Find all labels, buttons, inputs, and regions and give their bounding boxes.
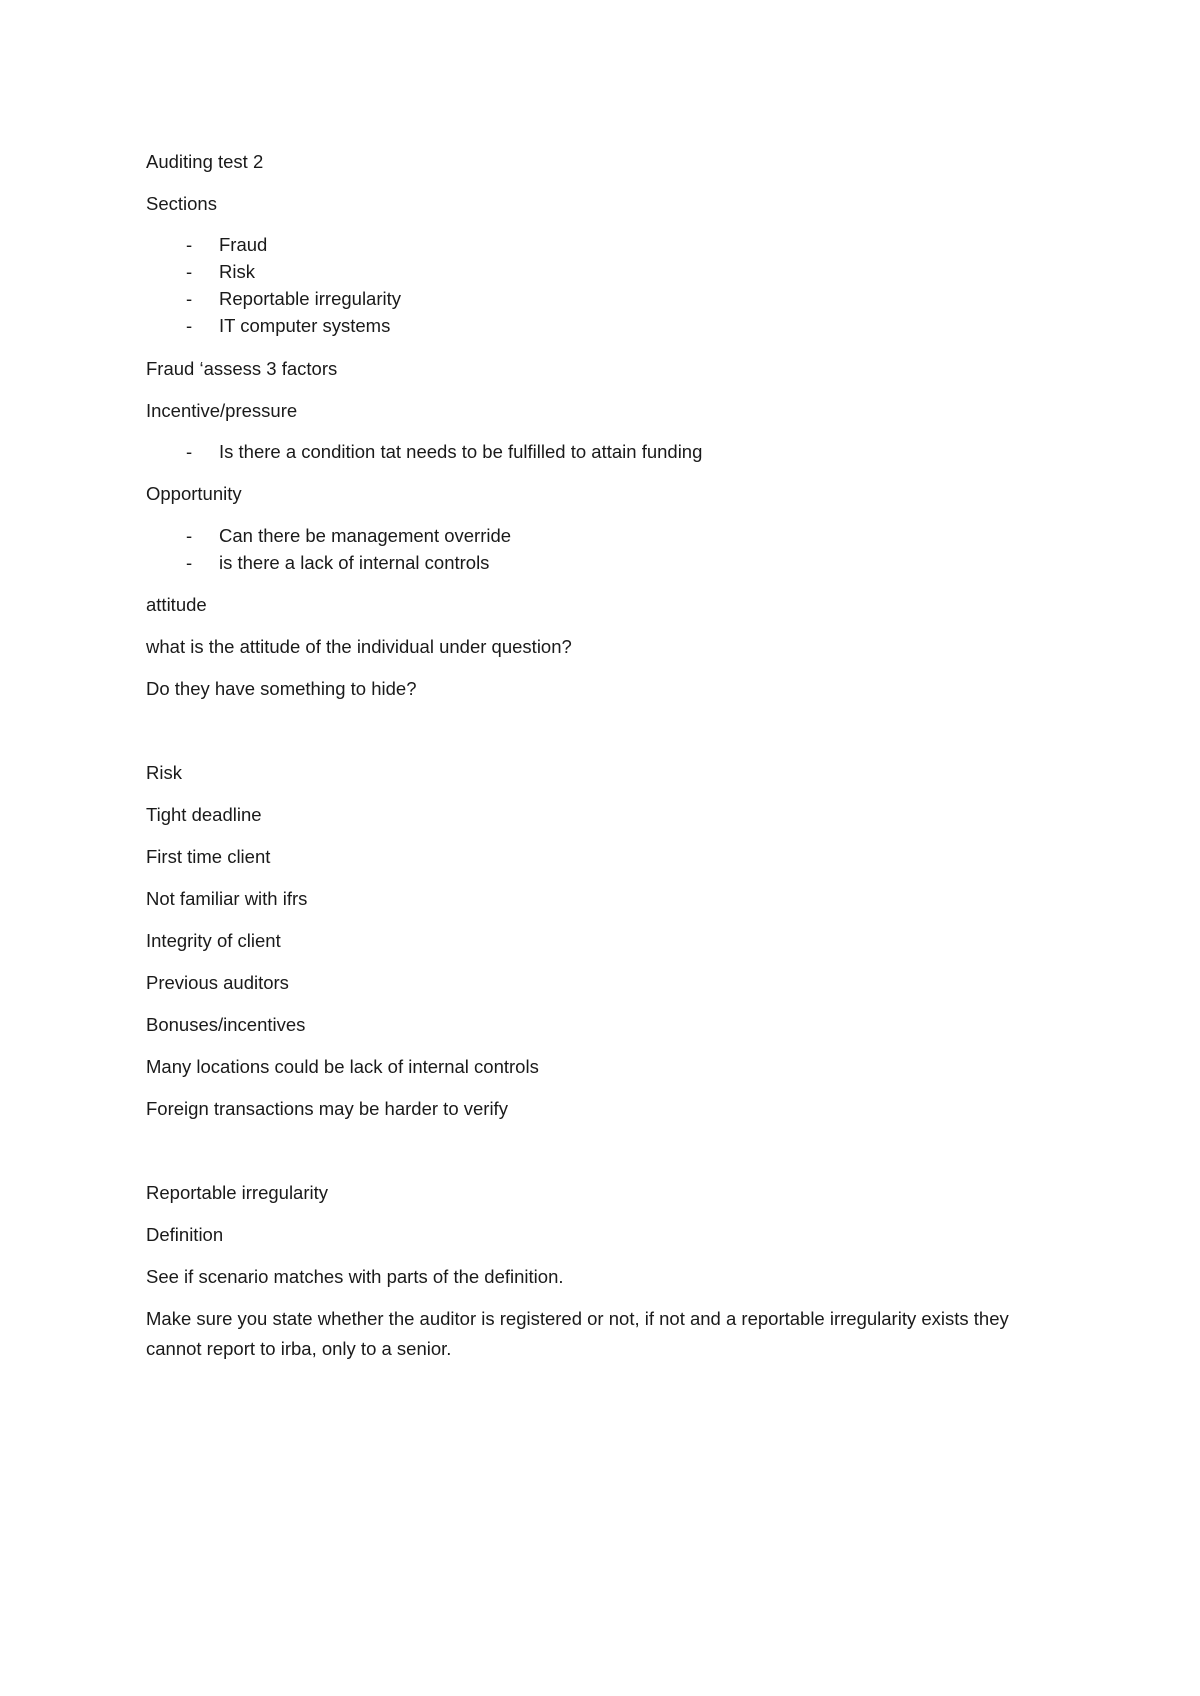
risk-line: Previous auditors <box>146 972 289 993</box>
risk-line: Foreign transactions may be harder to verify <box>146 1098 508 1119</box>
sections-heading: Sections <box>146 193 217 214</box>
attitude-line: Do they have something to hide? <box>146 678 417 699</box>
attitude-heading: attitude <box>146 594 207 615</box>
risk-line: Integrity of client <box>146 930 281 951</box>
reportable-line: See if scenario matches with parts of the definition. <box>146 1266 564 1287</box>
risk-heading: Risk <box>146 762 182 783</box>
risk-line: Many locations could be lack of internal controls <box>146 1056 539 1077</box>
list-item-text: Risk <box>219 261 255 282</box>
risk-line: Bonuses/incentives <box>146 1014 306 1035</box>
reportable-heading: Reportable irregularity <box>146 1182 329 1203</box>
list-item-text: is there a lack of internal controls <box>219 552 490 573</box>
document-title: Auditing test 2 <box>146 151 264 172</box>
bullet-dash: - <box>186 525 193 546</box>
bullet-dash: - <box>186 552 193 573</box>
bullet-dash: - <box>186 261 193 282</box>
risk-line: Tight deadline <box>146 804 262 825</box>
bullet-dash: - <box>186 441 193 462</box>
definition-heading: Definition <box>146 1224 224 1245</box>
opportunity-heading: Opportunity <box>146 483 242 504</box>
list-item-text: Can there be management override <box>219 525 512 546</box>
incentive-heading: Incentive/pressure <box>146 400 298 421</box>
risk-line: First time client <box>146 846 271 867</box>
risk-line: Not familiar with ifrs <box>146 888 308 909</box>
list-item-text: Fraud <box>219 234 268 255</box>
attitude-line: what is the attitude of the individual under question? <box>146 636 572 657</box>
fraud-intro: Fraud ‘assess 3 factors <box>146 358 338 379</box>
list-item-text: IT computer systems <box>219 315 391 336</box>
bullet-dash: - <box>186 288 193 309</box>
bullet-dash: - <box>186 234 193 255</box>
bullet-dash: - <box>186 315 193 336</box>
list-item-text: Reportable irregularity <box>219 288 402 309</box>
list-item-text: Is there a condition tat needs to be fulfilled to attain funding <box>219 441 703 462</box>
reportable-line: Make sure you state whether the auditor is registered or not, if not and a reportable irregularity exists they cannot report to irba, only to a senior. <box>146 1308 1009 1359</box>
